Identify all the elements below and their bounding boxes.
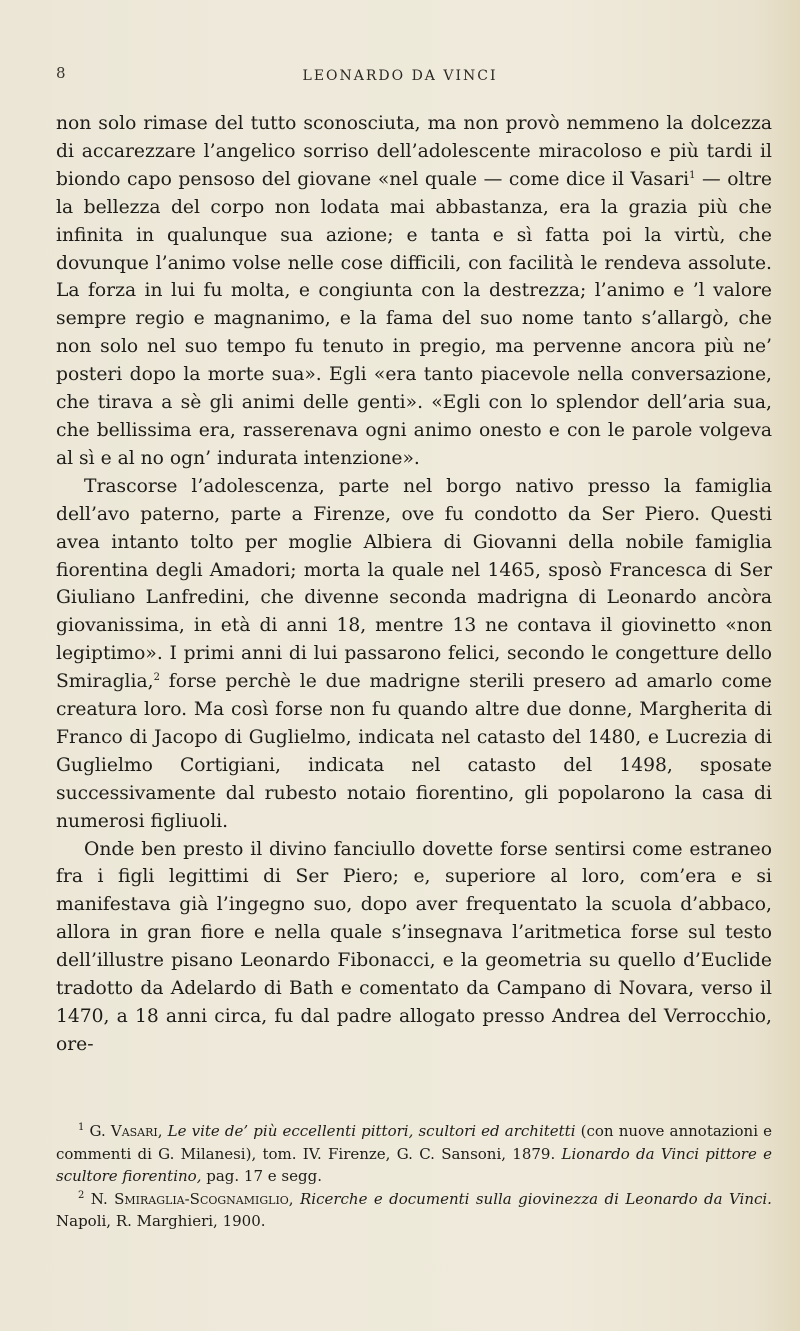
page-number: 8 bbox=[56, 64, 66, 82]
paragraph-1: non solo rimase del tutto sconosciuta, ma non provò nemmeno la dolcezza di accarezzare l’angelico sorriso dell’adolescente miracoloso e più tardi il biondo capo pensoso del giovane «nel quale — come dice il Vasari$^1$ — oltre la bellezza del corpo non lodata mai abbastanza, era la grazia più che infinita in qualunque sua azione; e tanta e sì fatta poi la virtù, che dovunque l’animo volse nelle cose difficili, con facilità le rendeva assolute. La forza in lui fu molta, e congiunta con la destrezza; l’animo e ’l valore sempre regio e magnanimo, e la fama del suo nome tanto s’allargò, che non solo nel suo tempo fu tenuto in pregio, ma pervenne ancora più ne’ posteri dopo la morte sua». Egli «era tanto piacevole nella conversazione, che tirava a sè gli animi delle genti». «Egli con lo splendor dell’aria sua, che bellissima era, rasserenava ogni animo onesto e con le parole volgeva al sì e al no ogn’ indurata intenzione». bbox=[56, 113, 772, 469]
footnote-author: N. Smiraglia-Scognamiglio, bbox=[90, 1189, 294, 1208]
footnote-title: Le vite de’ più eccellenti pittori, scultori ed architetti bbox=[167, 1122, 576, 1140]
footnotes bbox=[56, 1120, 772, 1233]
paragraph-2: Trascorse l’adolescenza, parte nel borgo nativo presso la famiglia dell’avo paterno, parte a Firenze, ove fu condotto da Ser Piero. Questi avea intanto tolto per moglie Albiera di Giovanni della nobile famiglia fiorentina degli Amadori; morta la quale nel 1465, sposò Francesca di Ser Giuliano Lanfredini, che divenne seconda madrigna di Leonardo ancòra giovanissima, in età di anni 18, mentre 13 ne contava il giovinetto «non legiptimo». I primi anni di lui passarono felici, secondo le congetture dello Smiraglia,$^2$ forse perchè le due madrigne sterili presero ad amarlo come creatura loro. Ma così forse non fu quando altre due donne, Margherita di Franco di Jacopo di Guglielmo, indicata nel catasto del 1480, e Lucrezia di Guglielmo Cortigiani, indicata nel catasto del 1498, sposate successivamente dal rubesto notaio fiorentino, gli popolarono la casa di numerosi figliuoli. bbox=[56, 475, 772, 832]
footnote-ref-1: 1 bbox=[689, 169, 696, 181]
footnote-mark: 1 bbox=[78, 1122, 85, 1133]
running-title: LEONARDO DA VINCI bbox=[302, 68, 498, 84]
paragraph-3: Onde ben presto il divino fanciullo dovette forse sentirsi come estraneo fra i figli legittimi di Ser Piero; e, superiore al loro, com’era e si manifestava già l’ingegno suo, dopo aver frequentato la scuola d’abbaco, allora in gran fiore e nella quale s’insegnava l’aritmetica forse sul testo dell’illustre pisano Leonardo Fibonacci, e la geometria su quello d’Euclide tradotto da Adelardo di Bath e comentato da Campano di Novara, verso il 1470, a 18 anni circa, fu dal padre allogato presso Andrea del Verrocchio, ore- bbox=[56, 838, 772, 1055]
footnote-1: $^1$ G. Vasari, Le vite de’ più eccellenti pittori, scultori ed architetti (con nuove annotazioni e commenti di G. Milanesi), tom. IV. Firenze, G. C. Sansoni, 1879. Lionardo da Vinci pittore e scultore fiorentino, pag. 17 e segg. bbox=[56, 1122, 772, 1185]
footnote-ref-2: 2 bbox=[153, 671, 160, 683]
footnote-mark: 2 bbox=[78, 1189, 85, 1201]
footnote-title: Lionardo da Vinci pittore e scultore fiorentino, bbox=[56, 1144, 772, 1185]
footnote-2: $^2$ N. Smiraglia-Scognamiglio, Ricerche e documenti sulla giovinezza di Leonardo da Vinci. Napoli, R. Marghieri, 1900. bbox=[56, 1189, 772, 1230]
footnote-title: Ricerche e documenti sulla giovinezza di Leonardo da Vinci. bbox=[299, 1189, 772, 1208]
main-text bbox=[56, 110, 772, 1059]
footnote-author: G. Vasari, bbox=[89, 1122, 163, 1140]
